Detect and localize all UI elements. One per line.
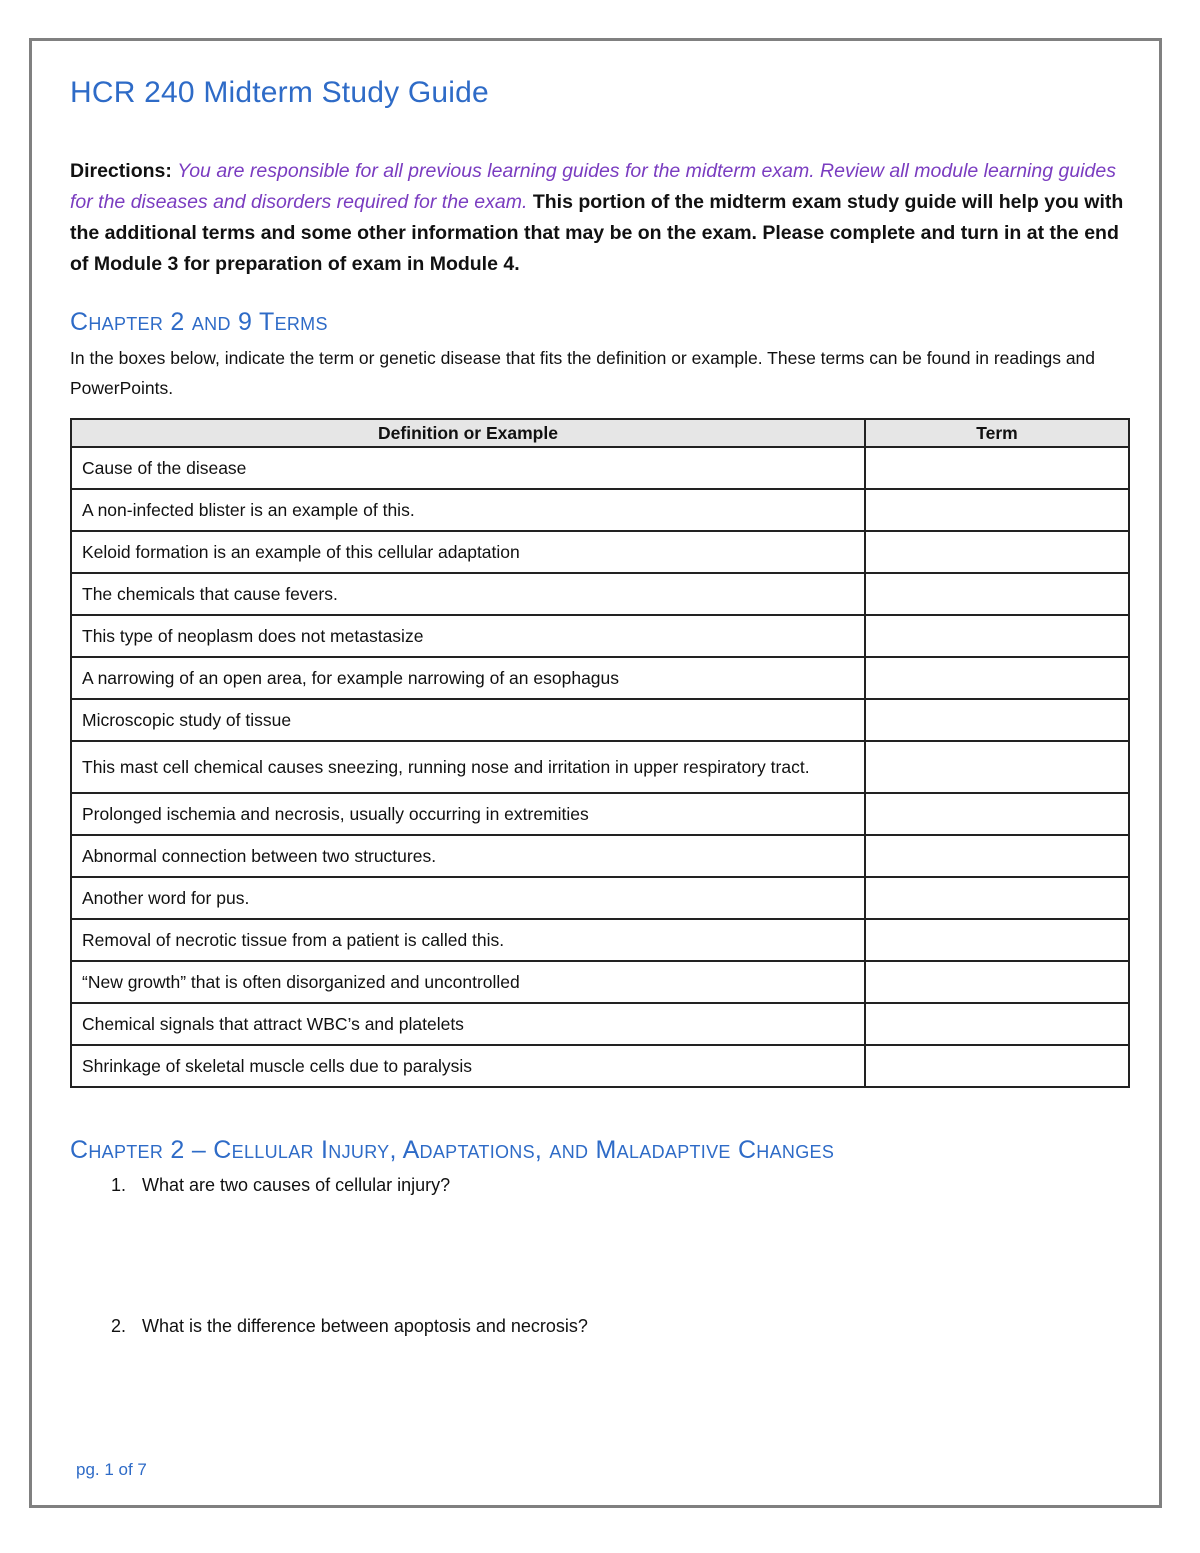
chapter2-section <box>70 1136 1150 1196</box>
definition-cell: A non-infected blister is an example of this. <box>71 489 865 531</box>
definition-cell: This mast cell chemical causes sneezing, running nose and irritation in upper respiratory tract. <box>71 741 865 793</box>
term-answer-cell[interactable] <box>865 573 1129 615</box>
page-title: HCR 240 Midterm Study Guide <box>70 76 489 109</box>
term-answer-cell[interactable] <box>865 919 1129 961</box>
question-item <box>70 1316 588 1337</box>
definition-cell: Removal of necrotic tissue from a patient is called this. <box>71 919 865 961</box>
definition-cell: This type of neoplasm does not metastasize <box>71 615 865 657</box>
term-answer-cell[interactable] <box>865 961 1129 1003</box>
definition-cell: “New growth” that is often disorganized and uncontrolled <box>71 961 865 1003</box>
term-answer-cell[interactable] <box>865 1045 1129 1087</box>
term-answer-cell[interactable] <box>865 489 1129 531</box>
term-answer-cell[interactable] <box>865 447 1129 489</box>
definition-cell: The chemicals that cause fevers. <box>71 573 865 615</box>
directions-label: Directions: <box>70 160 172 182</box>
term-answer-cell[interactable] <box>865 793 1129 835</box>
definition-cell: Cause of the disease <box>71 447 865 489</box>
question-list <box>70 1175 1150 1196</box>
table-row <box>71 835 1129 877</box>
term-answer-cell[interactable] <box>865 835 1129 877</box>
question-text: What is the difference between apoptosis and necrosis? <box>142 1316 588 1336</box>
terms-section-heading: Chapter 2 and 9 Terms <box>70 308 328 336</box>
term-answer-cell[interactable] <box>865 741 1129 793</box>
term-answer-cell[interactable] <box>865 531 1129 573</box>
chapter2-heading: Chapter 2 – Cellular Injury, Adaptations, and Maladaptive Changes <box>70 1136 835 1164</box>
question-number: 1. <box>110 1175 126 1195</box>
definition-cell: Microscopic study of tissue <box>71 699 865 741</box>
table-row <box>71 489 1129 531</box>
table-row <box>71 1003 1129 1045</box>
table-row <box>71 877 1129 919</box>
table-row <box>71 961 1129 1003</box>
table-row <box>71 919 1129 961</box>
term-answer-cell[interactable] <box>865 615 1129 657</box>
table-row <box>71 573 1129 615</box>
definition-cell: A narrowing of an open area, for example narrowing of an esophagus <box>71 657 865 699</box>
table-row <box>71 793 1129 835</box>
question-text: What are two causes of cellular injury? <box>142 1175 451 1195</box>
table-row <box>71 657 1129 699</box>
document-body <box>70 76 1130 403</box>
table-row <box>71 615 1129 657</box>
term-answer-cell[interactable] <box>865 657 1129 699</box>
definition-cell: Keloid formation is an example of this cellular adaptation <box>71 531 865 573</box>
directions-paragraph <box>70 156 1130 280</box>
terms-table <box>70 418 1130 1088</box>
terms-intro: In the boxes below, indicate the term or genetic disease that fits the definition or example. These terms can be found in readings and PowerPoints. <box>70 348 1096 398</box>
directions-italic-text: You are responsible for all previous learning guides for the midterm exam. Review all module learning guides for the diseases and disorders required for the exam. <box>70 160 1116 213</box>
table-row <box>71 447 1129 489</box>
term-answer-cell[interactable] <box>865 877 1129 919</box>
term-answer-cell[interactable] <box>865 1003 1129 1045</box>
term-answer-cell[interactable] <box>865 699 1129 741</box>
column-header-definition: Definition or Example <box>71 419 865 447</box>
page-number-footer: pg. 1 of 7 <box>76 1460 147 1479</box>
directions-bold-text: This portion of the midterm exam study guide will help you with the additional terms and some other information that may be on the exam. Please complete and turn in at the end of Module 3 for preparation of exam in Module 4. <box>70 191 1124 275</box>
table-row <box>71 531 1129 573</box>
table-row <box>71 699 1129 741</box>
table-header-row <box>71 419 1129 447</box>
definition-cell: Chemical signals that attract WBC’s and platelets <box>71 1003 865 1045</box>
definition-cell: Another word for pus. <box>71 877 865 919</box>
definition-cell: Abnormal connection between two structures. <box>71 835 865 877</box>
question-number: 2. <box>110 1316 126 1336</box>
table-row <box>71 1045 1129 1087</box>
definition-cell: Shrinkage of skeletal muscle cells due to paralysis <box>71 1045 865 1087</box>
definition-cell: Prolonged ischemia and necrosis, usually occurring in extremities <box>71 793 865 835</box>
column-header-term: Term <box>865 419 1129 447</box>
table-row <box>71 741 1129 793</box>
question-item <box>70 1175 1150 1196</box>
